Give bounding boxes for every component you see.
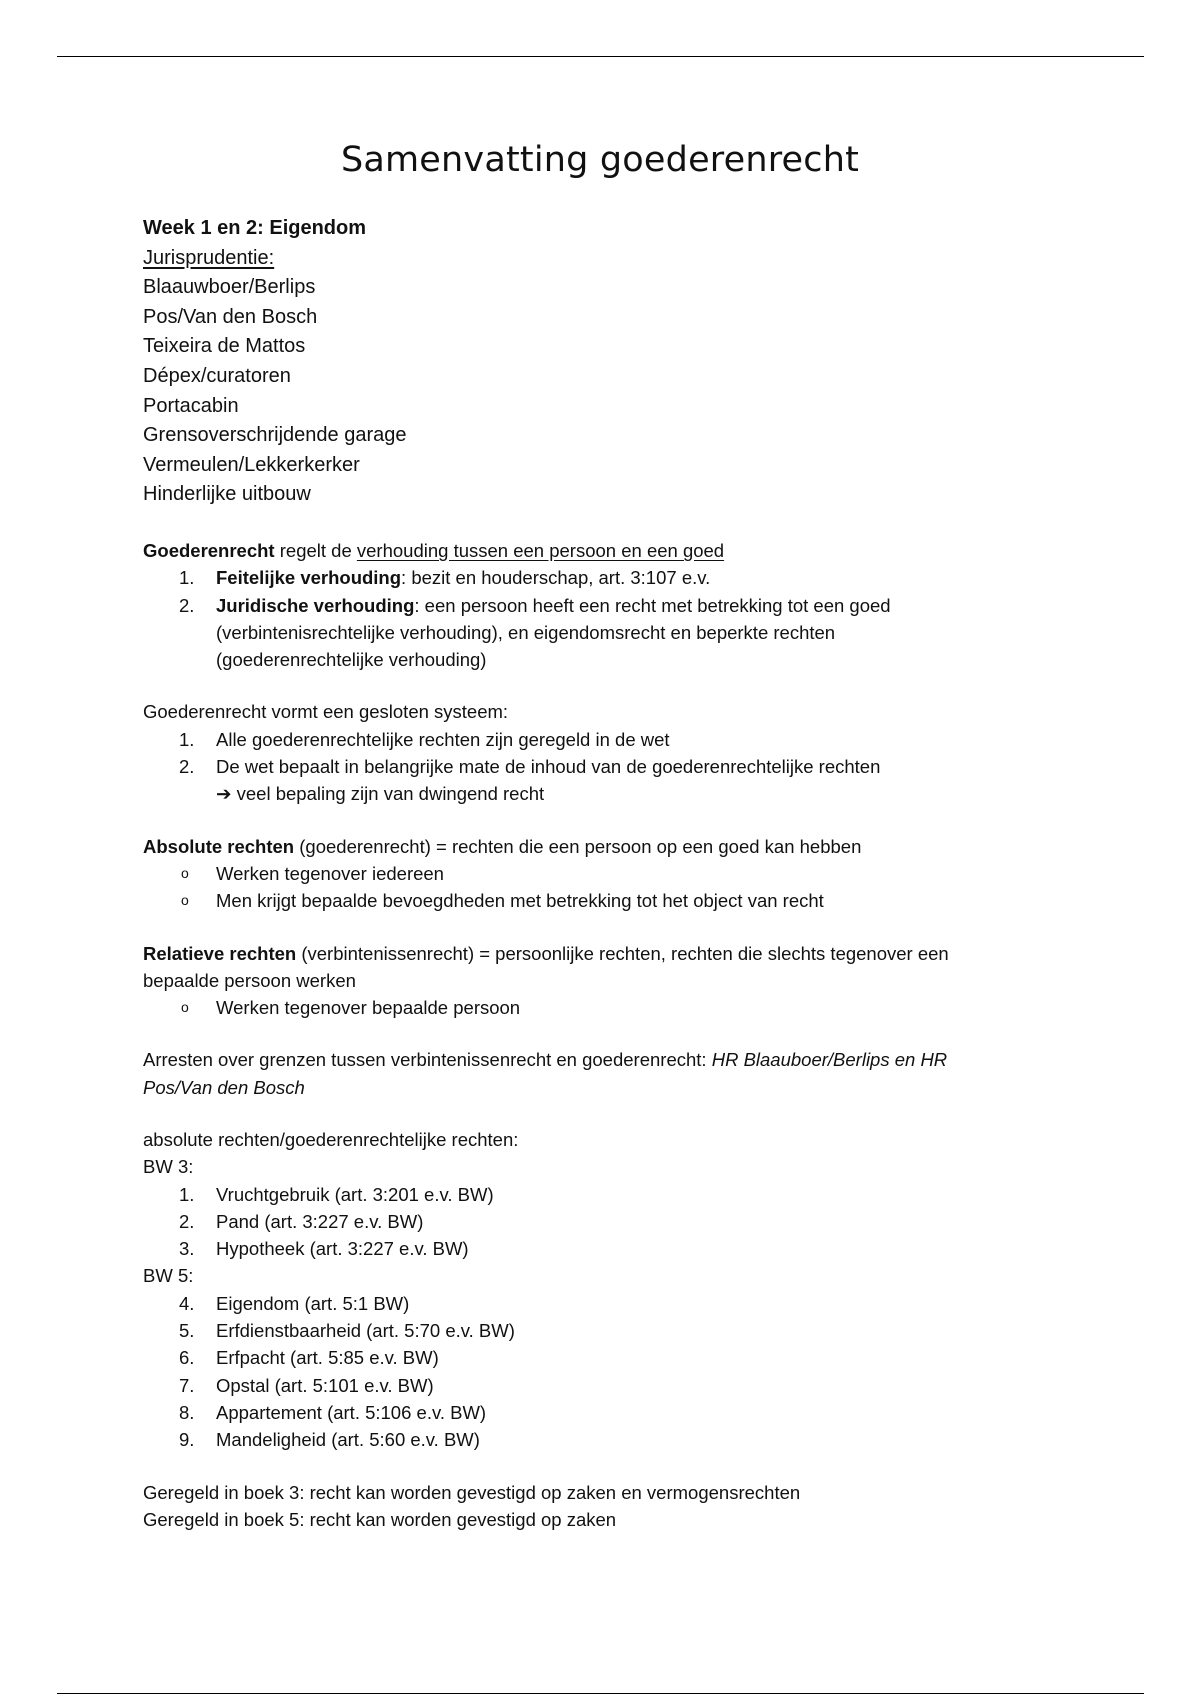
list-number: 2. <box>179 1210 195 1232</box>
bullet-icon: o <box>181 864 189 881</box>
spacer <box>143 808 1063 833</box>
list-item <box>143 1372 1063 1399</box>
list-item <box>143 753 1063 808</box>
spacer <box>143 1021 1063 1046</box>
list-text: Erfdienstbaarheid (art. 5:70 e.v. BW) <box>216 1320 515 1342</box>
goederenrecht-relation: verhouding tussen een persoon en een goed <box>356 539 725 561</box>
list-number: 1. <box>179 728 195 750</box>
spacer <box>143 1101 1063 1126</box>
bullet-icon: o <box>181 999 189 1016</box>
list-number: 5. <box>179 1320 195 1342</box>
list-item <box>143 564 1063 591</box>
list-number: 8. <box>179 1401 195 1423</box>
list-number: 4. <box>179 1292 195 1314</box>
list-number: 7. <box>179 1374 195 1396</box>
case-item: Teixeira de Mattos <box>143 335 306 358</box>
case-item: Dépex/curatoren <box>143 364 291 387</box>
relatieve-definition <box>143 940 1063 967</box>
spacer <box>143 1454 1063 1479</box>
footer-rule <box>57 1693 1144 1694</box>
bw5-list <box>143 1290 1063 1454</box>
list-item <box>143 592 1063 674</box>
list-number: 9. <box>179 1429 195 1451</box>
rechten-intro: absolute rechten/goederenrechtelijke rechten: <box>143 1128 519 1150</box>
document-body <box>143 214 1063 1533</box>
spacer <box>143 673 1063 698</box>
list-number: 3. <box>179 1238 195 1260</box>
relatieve-term: Relatieve rechten <box>143 942 297 964</box>
boek5-line: Geregeld in boek 5: recht kan worden gevestigd op zaken <box>143 1508 617 1530</box>
list-continuation: ➔ veel bepaling zijn van dwingend recht <box>216 783 545 805</box>
list-item <box>143 1208 1063 1235</box>
list-number: 1. <box>179 1183 195 1205</box>
list-text: Appartement (art. 5:106 e.v. BW) <box>216 1401 487 1423</box>
header-rule <box>57 56 1144 57</box>
week-heading: Week 1 en 2: Eigendom <box>143 217 367 239</box>
list-text: Men krijgt bepaalde bevoegdheden met betrekking tot het object van recht <box>216 890 824 912</box>
list-item <box>143 1426 1063 1453</box>
arresten-italic: HR Blaauboer/Berlips en HR <box>711 1049 948 1071</box>
arresten-line <box>143 1046 1063 1073</box>
relatieve-text: (verbintenissenrecht) = persoonlijke rechten, rechten die slechts tegenover een <box>296 942 949 964</box>
case-item: Blaauwboer/Berlips <box>143 276 316 299</box>
list-item <box>143 994 1063 1021</box>
list-text: Alle goederenrechtelijke rechten zijn geregeld in de wet <box>216 728 670 750</box>
list-text: Pand (art. 3:227 e.v. BW) <box>216 1210 424 1232</box>
list-item <box>143 1344 1063 1371</box>
jurisprudentie-label: Jurisprudentie: <box>143 246 275 269</box>
relatieve-continuation: bepaalde persoon werken <box>143 969 356 991</box>
list-continuation: (verbintenisrechtelijke verhouding), en eigendomsrecht en beperkte rechten <box>216 621 836 643</box>
list-item <box>143 887 1063 914</box>
list-text: Mandeligheid (art. 5:60 e.v. BW) <box>216 1429 480 1451</box>
list-text: Vruchtgebruik (art. 3:201 e.v. BW) <box>216 1183 494 1205</box>
arresten-continuation: Pos/Van den Bosch <box>143 1076 305 1098</box>
list-text: : bezit en houderschap, art. 3:107 e.v. <box>401 567 711 589</box>
case-list <box>143 273 1063 510</box>
goederenrecht-mid: regelt de <box>274 539 357 561</box>
spacer <box>143 510 1063 537</box>
list-text: Hypotheek (art. 3:227 e.v. BW) <box>216 1238 469 1260</box>
list-number: 1. <box>179 567 195 589</box>
list-item <box>143 860 1063 887</box>
verhouding-list <box>143 564 1063 673</box>
list-text: Opstal (art. 5:101 e.v. BW) <box>216 1374 434 1396</box>
absolute-definition <box>143 833 1063 860</box>
case-item: Vermeulen/Lekkerkerker <box>143 453 360 476</box>
case-item: Hinderlijke uitbouw <box>143 483 311 506</box>
goederenrecht-term: Goederenrecht <box>143 539 275 561</box>
list-item <box>143 1290 1063 1317</box>
absolute-list <box>143 860 1063 915</box>
goederenrecht-definition <box>143 537 1063 564</box>
gesloten-intro: Goederenrecht vormt een gesloten systeem: <box>143 701 509 723</box>
list-continuation: (goederenrechtelijke verhouding) <box>216 649 487 671</box>
list-text: De wet bepaalt in belangrijke mate de inhoud van de goederenrechtelijke rechten <box>216 756 881 778</box>
case-item: Portacabin <box>143 394 239 417</box>
list-item <box>143 1317 1063 1344</box>
absolute-term: Absolute rechten <box>143 835 295 857</box>
boek3-line: Geregeld in boek 3: recht kan worden gevestigd op zaken en vermogensrechten <box>143 1481 801 1503</box>
list-text: Werken tegenover iedereen <box>216 862 444 884</box>
list-text: : een persoon heeft een recht met betrekking tot een goed <box>414 594 891 616</box>
list-text: Werken tegenover bepaalde persoon <box>216 997 521 1019</box>
absolute-text: (goederenrecht) = rechten die een persoon op een goed kan hebben <box>294 835 862 857</box>
relatieve-list <box>143 994 1063 1021</box>
gesloten-list <box>143 726 1063 808</box>
list-item <box>143 726 1063 753</box>
bw3-list <box>143 1181 1063 1263</box>
list-item <box>143 1399 1063 1426</box>
bw3-label: BW 3: <box>143 1156 194 1178</box>
list-number: 6. <box>179 1347 195 1369</box>
list-item <box>143 1181 1063 1208</box>
case-item: Pos/Van den Bosch <box>143 305 318 328</box>
bullet-icon: o <box>181 892 189 909</box>
list-term: Feitelijke verhouding <box>216 567 402 589</box>
list-item <box>143 1235 1063 1262</box>
list-text: Erfpacht (art. 5:85 e.v. BW) <box>216 1347 439 1369</box>
list-number: 2. <box>179 594 195 616</box>
page-title: Samenvatting goederenrecht <box>340 140 860 180</box>
arresten-text: Arresten over grenzen tussen verbintenissenrecht en goederenrecht: <box>143 1049 712 1071</box>
list-term: Juridische verhouding <box>216 594 415 616</box>
list-number: 2. <box>179 756 195 778</box>
bw5-label: BW 5: <box>143 1265 194 1287</box>
list-text: Eigendom (art. 5:1 BW) <box>216 1292 410 1314</box>
case-item: Grensoverschrijdende garage <box>143 424 407 447</box>
spacer <box>143 915 1063 940</box>
